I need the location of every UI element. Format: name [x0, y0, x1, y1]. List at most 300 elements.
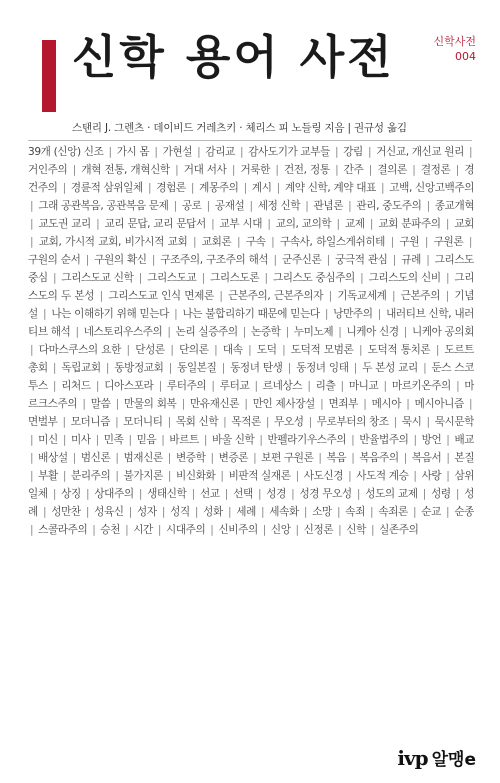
term-separator: |	[351, 452, 355, 464]
term-item: 본질	[454, 452, 474, 464]
term-separator: |	[351, 434, 355, 446]
series-label	[433, 34, 476, 64]
term-item: 논증학	[251, 326, 281, 338]
term-separator: |	[368, 164, 372, 176]
term-separator: |	[413, 434, 417, 446]
term-item: 감사도기가 교부들	[248, 146, 330, 158]
term-item: 다마스쿠스의 요한	[38, 344, 121, 356]
term-item: 구속사, 하일스게쉬히테	[280, 236, 385, 248]
term-item: 규례	[401, 254, 421, 266]
term-separator: |	[62, 416, 66, 428]
term-item: 목회 신학	[175, 416, 219, 428]
term-separator: |	[206, 200, 210, 212]
term-item: 그리스도교 인식 면제론	[108, 290, 214, 302]
term-separator: |	[249, 200, 253, 212]
term-item: 도르트 총회	[28, 344, 474, 374]
term-item: 메시아	[371, 398, 402, 410]
term-separator: |	[167, 326, 171, 338]
term-separator: |	[191, 488, 195, 500]
term-separator: |	[52, 488, 56, 500]
term-item: 교회론	[201, 236, 232, 248]
term-item: 마니교	[348, 380, 379, 392]
term-separator: |	[128, 434, 132, 446]
term-separator: |	[285, 326, 289, 338]
term-separator: |	[30, 218, 34, 230]
term-item: 마르크스주의	[28, 380, 474, 410]
term-item: 니케아 신경	[346, 326, 399, 338]
term-separator: |	[62, 182, 66, 194]
term-item: 두 본성 교리	[362, 362, 418, 374]
term-item: 순교	[421, 506, 441, 518]
term-item: 건전, 정통	[283, 164, 330, 176]
term-separator: |	[360, 272, 364, 284]
term-separator: |	[158, 380, 162, 392]
term-separator: |	[239, 146, 244, 158]
term-item: 범신론	[80, 452, 111, 464]
term-item: 단의론	[179, 344, 209, 356]
term-item: 내러티브 신학, 내러티브 해석	[28, 308, 474, 338]
term-separator: |	[262, 524, 266, 536]
term-separator: |	[75, 326, 79, 338]
term-item: 반펠라기우스주의	[267, 434, 347, 446]
term-item: 낭만주의	[333, 308, 373, 320]
term-separator: |	[305, 200, 309, 212]
term-separator: |	[426, 254, 430, 266]
term-separator: |	[194, 506, 199, 518]
term-separator: |	[456, 380, 460, 392]
term-item: 바울 신학	[212, 434, 255, 446]
term-item: 성육신	[94, 506, 124, 518]
term-separator: |	[264, 272, 268, 284]
term-separator: |	[445, 290, 449, 302]
term-list	[28, 143, 474, 717]
term-separator: |	[287, 362, 291, 374]
term-item: 경험론	[156, 182, 186, 194]
author-credits: 스탠리 J. 그렌츠 · 데이비드 거레츠키 · 체리스 피 노들링 지음 | 권규성 옮김	[72, 122, 407, 134]
term-item: 군주신론	[281, 254, 322, 266]
term-separator: |	[446, 470, 450, 482]
term-separator: |	[168, 362, 172, 374]
term-separator: |	[167, 470, 172, 482]
term-separator: |	[334, 146, 339, 158]
term-separator: |	[221, 362, 225, 374]
term-separator: |	[175, 164, 179, 176]
term-separator: |	[254, 380, 258, 392]
term-item: 신학	[346, 524, 366, 536]
term-separator: |	[423, 362, 427, 374]
book-title: 신학 용어 사전	[72, 30, 395, 84]
term-separator: |	[85, 506, 90, 518]
term-item: 그리스도의 신비	[368, 272, 441, 284]
term-separator: |	[108, 146, 112, 158]
term-separator: |	[126, 344, 130, 356]
term-separator: |	[52, 272, 57, 284]
term-item: 보편 구원론	[261, 452, 314, 464]
term-separator: |	[227, 506, 232, 518]
term-separator: |	[248, 344, 252, 356]
term-separator: |	[96, 218, 100, 230]
term-separator: |	[201, 272, 205, 284]
term-item: 믿음	[136, 434, 157, 446]
term-separator: |	[138, 488, 142, 500]
term-item: 미신	[38, 434, 58, 446]
term-separator: |	[147, 182, 152, 194]
term-separator: |	[267, 218, 271, 230]
term-item: 생태신학	[147, 488, 187, 500]
term-separator: |	[455, 488, 460, 500]
term-item: 누미노제	[293, 326, 334, 338]
term-separator: |	[115, 416, 119, 428]
term-item: 변증학	[175, 452, 206, 464]
term-item: 복음서	[411, 452, 442, 464]
term-item: 사랑	[421, 470, 442, 482]
term-separator: |	[42, 506, 47, 518]
term-separator: |	[336, 218, 340, 230]
term-item: 미사	[70, 434, 91, 446]
term-item: 그리스도론	[210, 272, 260, 284]
term-separator: |	[326, 254, 330, 266]
term-item: 네스토리우스주의	[83, 326, 163, 338]
term-separator: |	[469, 398, 473, 410]
term-separator: |	[383, 380, 387, 392]
term-separator: |	[244, 398, 248, 410]
term-item: 면죄부	[328, 398, 358, 410]
term-item: 개혁 전통, 개혁신학	[81, 164, 170, 176]
term-item: 속죄론	[378, 506, 408, 518]
term-separator: |	[30, 200, 34, 212]
term-separator: |	[390, 236, 394, 248]
term-separator: |	[393, 416, 397, 428]
term-separator: |	[30, 236, 34, 248]
term-separator: |	[85, 488, 90, 500]
term-separator: |	[30, 344, 34, 356]
term-item: 말씀	[90, 398, 111, 410]
term-item: 거인주의	[28, 164, 68, 176]
term-separator: |	[203, 434, 208, 446]
term-separator: |	[265, 416, 270, 428]
term-item: 교의, 교의학	[275, 218, 332, 230]
term-separator: |	[115, 452, 119, 464]
term-item: 스콜라주의	[38, 524, 88, 536]
term-item: 목적론	[231, 416, 261, 428]
term-separator: |	[338, 524, 342, 536]
term-separator: |	[424, 236, 429, 248]
term-separator: |	[367, 146, 372, 158]
term-item: 결의론	[377, 164, 407, 176]
term-item: 교회, 가시적 교회, 비가시적 교회	[38, 236, 188, 248]
term-separator: |	[435, 344, 439, 356]
term-separator: |	[223, 416, 227, 428]
term-item: 세례	[236, 506, 256, 518]
term-separator: |	[210, 524, 214, 536]
term-separator: |	[125, 524, 129, 536]
term-separator: |	[62, 434, 66, 446]
term-item: 결정론	[420, 164, 451, 176]
term-separator: |	[356, 488, 361, 500]
term-item: 르네상스	[262, 380, 303, 392]
term-separator: |	[214, 344, 218, 356]
term-item: 비판적 실재론	[228, 470, 291, 482]
term-item: 동방정교회	[114, 362, 164, 374]
term-item: 마르키온주의	[391, 380, 451, 392]
term-separator: |	[446, 506, 450, 518]
term-item: 종교개혁	[434, 200, 474, 212]
term-item: 구조주의, 구조주의 해석	[160, 254, 269, 266]
term-item: 시대주의	[165, 524, 206, 536]
term-item: 대속	[222, 344, 243, 356]
red-accent-bar	[42, 40, 56, 112]
term-item: 반율법주의	[359, 434, 409, 446]
term-separator: |	[295, 524, 299, 536]
term-separator: |	[173, 200, 177, 212]
term-item: 바르트	[169, 434, 199, 446]
term-separator: |	[445, 272, 450, 284]
publisher-logo	[397, 745, 476, 770]
term-separator: |	[242, 326, 246, 338]
term-separator: |	[190, 182, 195, 194]
term-item: 복음	[326, 452, 347, 464]
term-item: 사도신경	[303, 470, 344, 482]
term-separator: |	[220, 470, 224, 482]
term-separator: |	[115, 470, 119, 482]
term-item: 루터주의	[166, 380, 207, 392]
term-separator: |	[95, 380, 100, 392]
term-item: 변증론	[218, 452, 249, 464]
term-separator: |	[455, 164, 459, 176]
term-separator: |	[358, 344, 363, 356]
term-separator: |	[422, 488, 426, 500]
term-separator: |	[192, 236, 197, 248]
term-separator: |	[307, 380, 311, 392]
term-separator: |	[291, 488, 295, 500]
term-item: 상징	[61, 488, 81, 500]
term-separator: |	[161, 434, 165, 446]
term-item: 면벌부	[28, 416, 58, 428]
term-separator: |	[224, 488, 228, 500]
term-item: 가시 몸	[116, 146, 150, 158]
term-separator: |	[370, 506, 374, 518]
term-separator: |	[369, 218, 374, 230]
term-item: 나는 이해하기 위해 믿는다	[51, 308, 169, 320]
term-item: 계약 신학, 계약 대표	[284, 182, 376, 194]
term-separator: |	[92, 524, 96, 536]
term-separator: |	[412, 506, 417, 518]
term-item: 승천	[100, 524, 121, 536]
term-separator: |	[446, 434, 450, 446]
term-separator: |	[412, 164, 416, 176]
term-item: 관념론	[313, 200, 344, 212]
term-item: 39개 (신앙) 신조	[28, 146, 104, 158]
term-item: 모더니즘	[70, 416, 111, 428]
term-separator: |	[253, 452, 257, 464]
series-name: 신학사전	[433, 35, 476, 48]
term-item: 실존주의	[379, 524, 419, 536]
term-item: 강림	[343, 146, 363, 158]
term-separator: |	[406, 398, 410, 410]
term-item: 비신화화	[176, 470, 216, 482]
term-separator: |	[138, 272, 142, 284]
term-item: 관리, 중도주의	[356, 200, 422, 212]
term-item: 성도의 교제	[365, 488, 418, 500]
term-separator: |	[338, 326, 342, 338]
term-separator: |	[445, 218, 450, 230]
term-separator: |	[167, 416, 171, 428]
term-item: 범재신론	[123, 452, 163, 464]
term-separator: |	[348, 470, 352, 482]
term-item: 모더니티	[123, 416, 163, 428]
term-separator: |	[392, 254, 396, 266]
term-item: 도덕	[256, 344, 277, 356]
term-separator: |	[99, 290, 103, 302]
term-item: 루터교	[219, 380, 250, 392]
term-item: 방언	[421, 434, 442, 446]
term-item: 성화	[203, 506, 223, 518]
term-separator: |	[210, 452, 214, 464]
term-item: 동정녀 탄생	[230, 362, 283, 374]
term-item: 신비주의	[218, 524, 258, 536]
term-item: 근본주의	[400, 290, 441, 302]
term-item: 니케아 공의회	[412, 326, 474, 338]
term-separator: |	[161, 506, 165, 518]
term-item: 불가지론	[123, 470, 163, 482]
divider	[28, 140, 472, 141]
term-item: 기념설	[28, 290, 474, 320]
ivp-logo-text: ivp	[397, 746, 428, 770]
term-separator: |	[62, 470, 67, 482]
term-item: 경륜적 삼위일체	[70, 182, 143, 194]
term-item: 그리스도의 두 본성	[28, 272, 474, 302]
term-separator: |	[282, 344, 286, 356]
term-separator: |	[95, 434, 99, 446]
term-item: 순종	[454, 506, 474, 518]
term-separator: |	[82, 398, 86, 410]
term-separator: |	[370, 524, 375, 536]
term-item: 감리교	[205, 146, 235, 158]
term-separator: |	[320, 398, 324, 410]
term-item: 배교	[454, 434, 474, 446]
term-separator: |	[318, 452, 322, 464]
term-separator: |	[85, 254, 89, 266]
term-separator: |	[154, 146, 158, 158]
term-item: 성례	[28, 488, 474, 518]
term-separator: |	[261, 506, 265, 518]
term-separator: |	[211, 218, 215, 230]
term-item: 간주	[343, 164, 364, 176]
term-item: 신정론	[303, 524, 334, 536]
term-separator: |	[257, 488, 262, 500]
term-separator: |	[43, 308, 47, 320]
term-separator: |	[157, 524, 162, 536]
term-separator: |	[52, 380, 57, 392]
term-item: 공로	[181, 200, 202, 212]
term-item: 계시	[251, 182, 272, 194]
term-separator: |	[174, 308, 178, 320]
term-item: 만유재신론	[189, 398, 240, 410]
term-item: 교리 문답, 교리 문답서	[104, 218, 206, 230]
term-separator: |	[426, 200, 430, 212]
term-separator: |	[336, 506, 341, 518]
term-item: 독립교회	[61, 362, 101, 374]
term-item: 거룩한	[240, 164, 270, 176]
term-item: 계몽주의	[199, 182, 239, 194]
term-separator: |	[167, 452, 171, 464]
term-item: 부활	[38, 470, 58, 482]
term-item: 교부 시대	[219, 218, 263, 230]
term-item: 성자	[137, 506, 157, 518]
term-item: 구속	[245, 236, 266, 248]
term-separator: |	[271, 236, 275, 248]
term-item: 둔스 스코투스	[28, 362, 474, 392]
term-separator: |	[170, 344, 174, 356]
term-item: 그리스도 중심	[28, 254, 474, 284]
term-separator: |	[151, 254, 156, 266]
term-item: 나는 불합리하기 때문에 믿는다	[182, 308, 320, 320]
term-item: 고백, 신앙고백주의	[389, 182, 474, 194]
term-item: 소망	[312, 506, 332, 518]
term-item: 교회	[454, 218, 474, 230]
term-separator: |	[328, 290, 332, 302]
term-item: 구원의 확신	[94, 254, 147, 266]
term-separator: |	[446, 452, 450, 464]
term-item: 삼위일체	[28, 470, 474, 500]
term-item: 무로부터의 창조	[316, 416, 389, 428]
term-item: 근본주의, 근본주의자	[228, 290, 324, 302]
term-separator: |	[128, 506, 132, 518]
term-item: 공재설	[214, 200, 245, 212]
term-item: 궁극적 관심	[335, 254, 388, 266]
term-item: 거신교, 개신교 원리	[376, 146, 464, 158]
term-separator: |	[403, 326, 407, 338]
term-separator: |	[243, 182, 247, 194]
term-separator: |	[469, 146, 473, 158]
term-separator: |	[115, 398, 119, 410]
term-item: 리츨	[315, 380, 336, 392]
term-separator: |	[72, 164, 76, 176]
term-item: 복음주의	[359, 452, 399, 464]
term-item: 무오성	[274, 416, 304, 428]
term-item: 세속화	[269, 506, 299, 518]
term-separator: |	[353, 362, 357, 374]
term-item: 도덕적 통치론	[367, 344, 431, 356]
term-item: 성경 무오성	[299, 488, 352, 500]
term-separator: |	[413, 470, 417, 482]
term-item: 사도적 계승	[356, 470, 409, 482]
term-separator: |	[52, 362, 57, 374]
term-item: 민족	[103, 434, 124, 446]
term-item: 메시아니즘	[414, 398, 464, 410]
term-item: 기독교세계	[337, 290, 387, 302]
term-item: 그래 공관복음, 공관복음 문제	[38, 200, 169, 212]
term-item: 만인 제사장설	[252, 398, 315, 410]
term-item: 가현설	[162, 146, 193, 158]
term-separator: |	[259, 434, 263, 446]
term-item: 그리스도 중심주의	[272, 272, 355, 284]
term-separator: |	[392, 290, 396, 302]
term-item: 만물의 회복	[124, 398, 177, 410]
term-item: 단성론	[135, 344, 165, 356]
term-item: 선교	[199, 488, 220, 500]
term-item: 경건주의	[28, 164, 474, 194]
term-separator: |	[72, 452, 76, 464]
term-item: 속죄	[345, 506, 365, 518]
term-item: 묵시문학	[434, 416, 474, 428]
series-number: 004	[455, 50, 476, 63]
term-item: 도덕적 모범론	[290, 344, 354, 356]
term-separator: |	[303, 506, 308, 518]
term-separator: |	[105, 362, 110, 374]
term-separator: |	[377, 308, 381, 320]
term-item: 논리 실증주의	[175, 326, 238, 338]
